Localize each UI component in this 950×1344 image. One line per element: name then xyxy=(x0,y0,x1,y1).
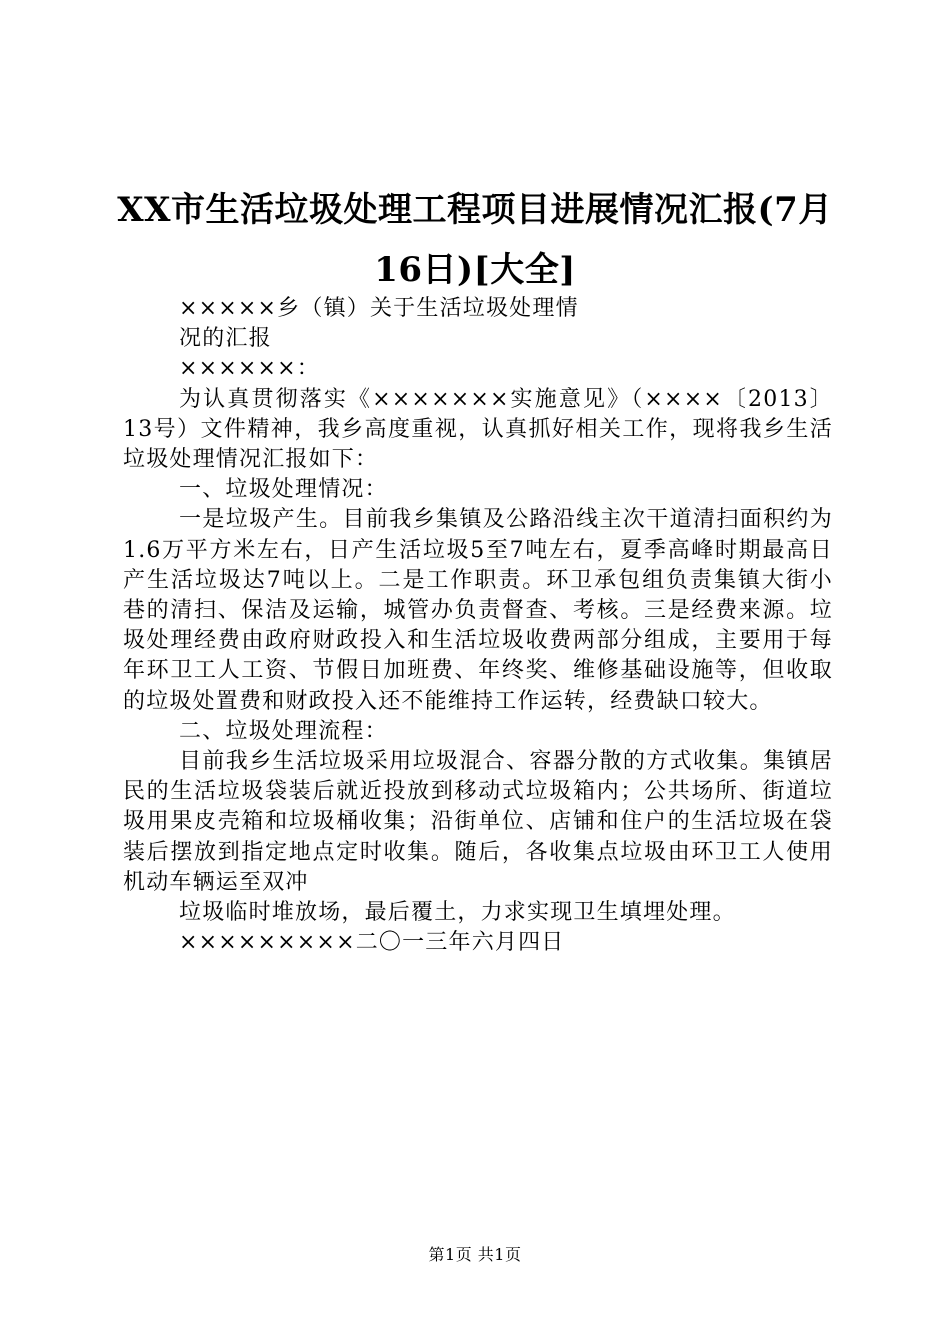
paragraph-section-2-continued: 垃圾临时堆放场，最后覆土，力求实现卫生填埋处理。 xyxy=(179,900,736,926)
paragraph-section-1: 一是垃圾产生。目前我乡集镇及公路沿线主次干道清扫面积约为1.6万平方米左右，日产生活垃圾5至7吨左右，夏季高峰时期最高日产生活垃圾达7吨以上。二是工作职责。环卫承包组负责集镇大街小巷的清扫、保洁及运输，城管办负责督查、考核。三是经费来源。垃圾处理经费由政府财政投入和生活垃圾收费两部分组成，主要用于每年环卫工人工资、节假日加班费、年终奖、维修基础设施等，但收取的垃圾处置费和财政投入还不能维持工作运转，经费缺口较大。 xyxy=(123,507,833,714)
paragraph-signature-date: ×××××××××二〇一三年六月四日 xyxy=(179,930,565,956)
paragraph-heading-line1: ×××××乡（镇）关于生活垃圾处理情 xyxy=(179,296,579,321)
section-heading-1: 一、垃圾处理情况： xyxy=(179,477,388,503)
document-body xyxy=(123,294,833,958)
paragraph-section-2: 目前我乡生活垃圾采用垃圾混合、容器分散的方式收集。集镇居民的生活垃圾袋装后就近投放到移动式垃圾箱内；公共场所、街道垃圾用果皮壳箱和垃圾桶收集；沿街单位、店铺和住户的生活垃圾在袋装后摆放到指定地点定时收集。随后，各收集点垃圾由环卫工人使用机动车辆运至双冲 xyxy=(123,749,833,895)
paragraph-salutation: ××××××： xyxy=(179,356,321,382)
paragraph-heading-line2: 况的汇报 xyxy=(179,326,272,352)
document-title: XX市生活垃圾处理工程项目进展情况汇报(7月16日)[大全] xyxy=(117,190,833,290)
section-heading-2: 二、垃圾处理流程： xyxy=(179,718,388,744)
paragraph-intro: 为认真贯彻落实《×××××××实施意见》（××××〔2013〕13号）文件精神，我乡高度重视，认真抓好相关工作，现将我乡生活垃圾处理情况汇报如下： xyxy=(123,386,833,473)
page-footer: 第1页 共1页 xyxy=(428,1245,522,1264)
